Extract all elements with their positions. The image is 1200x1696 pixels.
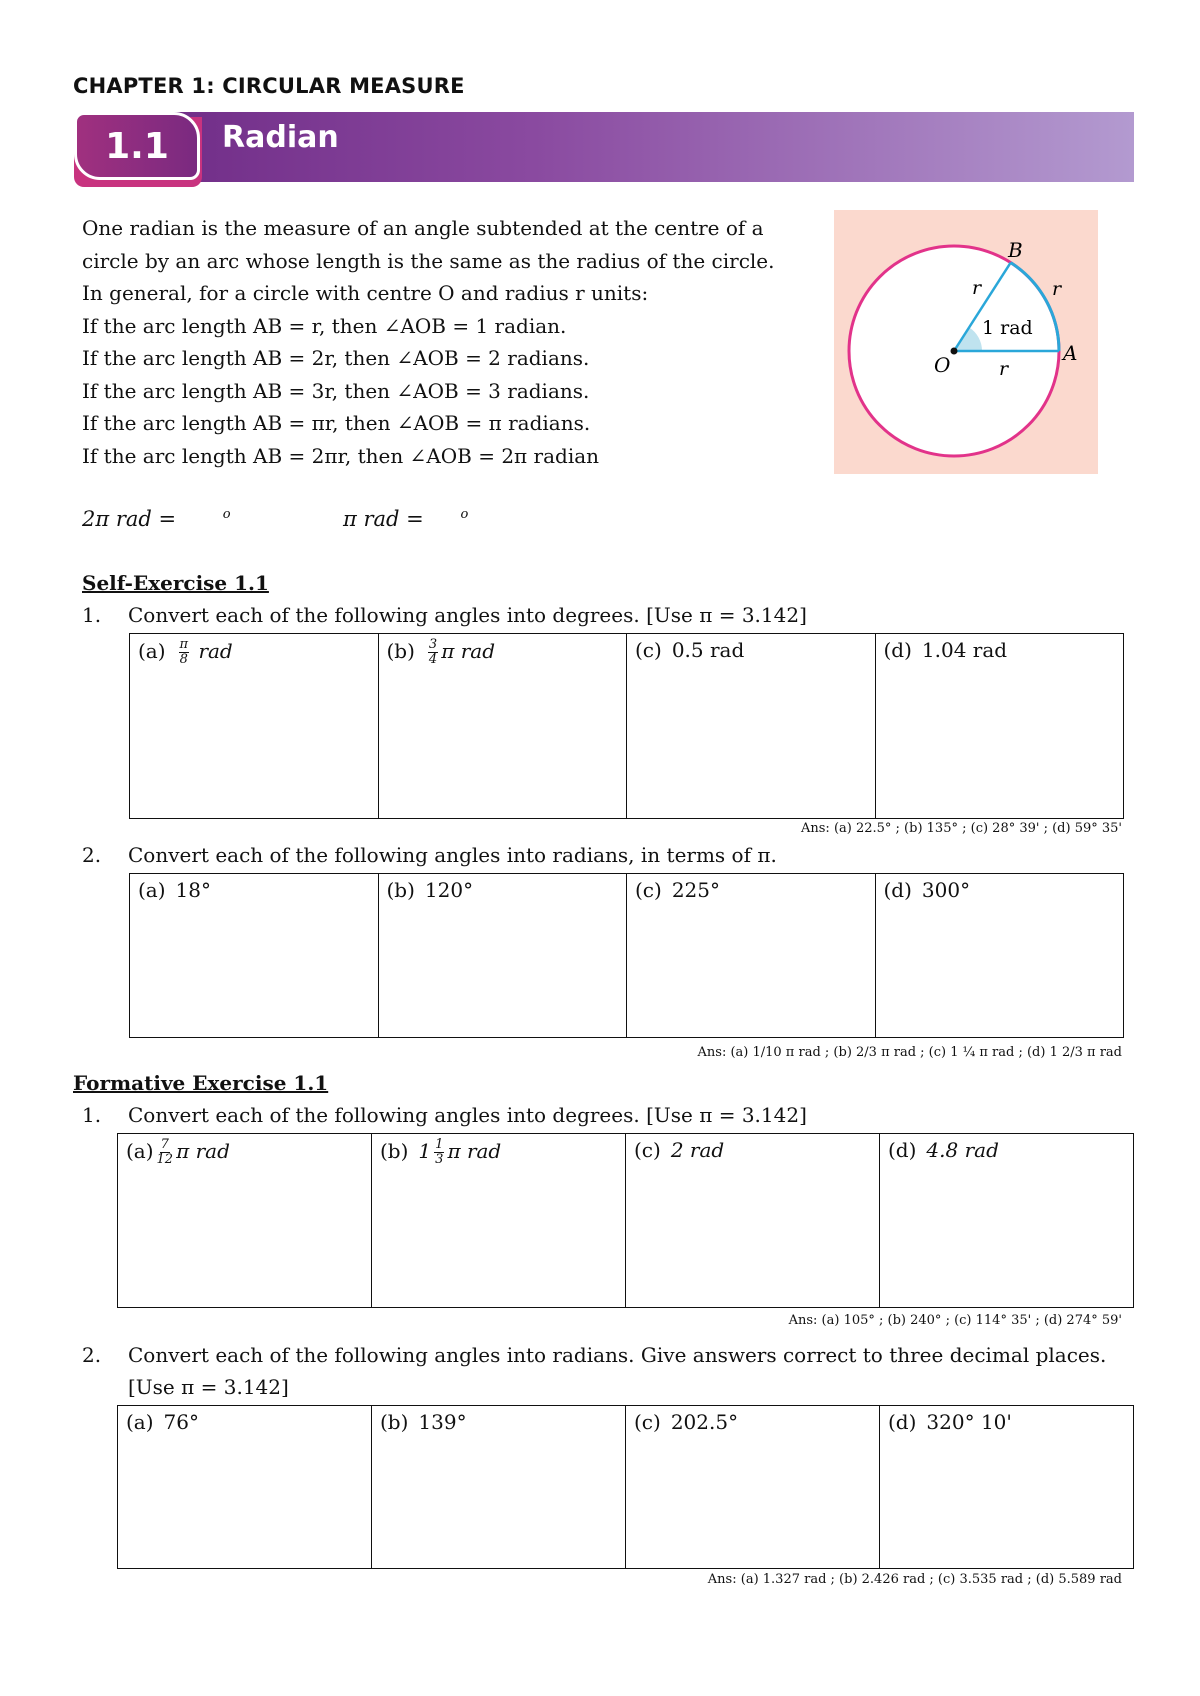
answer-cell-c[interactable] <box>627 634 876 819</box>
part-label: (c) <box>635 638 662 662</box>
part-value: 76° <box>163 1410 199 1434</box>
part-label: (a) <box>126 1139 154 1163</box>
formative-q1 <box>82 1103 807 1127</box>
question-text: Convert each of the following angles into degrees. [Use π = 3.142] <box>128 1103 807 1127</box>
label-r-base: r <box>999 358 1009 380</box>
formative-exercise-title: Formative Exercise 1.1 <box>73 1071 329 1095</box>
fraction: $\frac{3}{4}$ <box>428 637 438 667</box>
question-text: Convert each of the following angles into radians, in terms of π. <box>128 843 777 867</box>
part-value: 320° 10' <box>926 1410 1012 1434</box>
section-title: Radian <box>222 120 339 155</box>
answer-cell-a[interactable] <box>130 634 379 819</box>
self-q1-table <box>129 633 1124 819</box>
intro-line: If the arc length AB = 2r, then ∠AOB = 2 radians. <box>82 346 590 370</box>
part-label: (c) <box>634 1410 661 1434</box>
formula-pi-text: π rad = <box>343 507 431 531</box>
part-value: 0.5 rad <box>671 638 745 662</box>
label-O: O <box>934 353 951 377</box>
intro-line: circle by an arc whose length is the same as the radius of the circle. <box>82 248 775 273</box>
part-label: (b) <box>386 878 415 902</box>
self-q1-answer: Ans: (a) 22.5° ; (b) 135° ; (c) 28° 39' ; (d) 59° 35' <box>801 821 1122 836</box>
self-q2 <box>82 843 777 867</box>
whole-number: 1 <box>418 1139 432 1163</box>
fraction: $\frac{\pi}{8}$ <box>179 637 189 667</box>
answer-cell-c[interactable] <box>626 1134 880 1308</box>
intro-line: One radian is the measure of an angle subtended at the centre of a <box>82 216 764 240</box>
answer-cell-d[interactable] <box>880 1406 1134 1569</box>
answer-cell-a[interactable] <box>130 874 379 1038</box>
formative-q2-answer: Ans: (a) 1.327 rad ; (b) 2.426 rad ; (c) 3.535 rad ; (d) 5.589 rad <box>707 1572 1122 1587</box>
answer-cell-a[interactable] <box>118 1134 372 1308</box>
degree-symbol: o <box>460 507 469 522</box>
question-text-continued: [Use π = 3.142] <box>128 1375 289 1399</box>
formula-2pi-text: 2π rad = <box>82 507 183 531</box>
part-label: (d) <box>883 638 912 662</box>
unit: rad <box>198 639 233 663</box>
section-banner <box>74 110 1134 182</box>
part-label: (c) <box>634 1138 661 1162</box>
part-value: 225° <box>671 878 720 902</box>
question-text: Convert each of the following angles into radians. Give answers correct to three decimal places. <box>128 1343 1107 1367</box>
intro-line: If the arc length AB = r, then ∠AOB = 1 radian. <box>82 313 567 338</box>
part-value: 4.8 <box>926 1138 959 1162</box>
answer-cell-a[interactable] <box>118 1406 372 1569</box>
fraction: $\frac{1}{3}$ <box>435 1137 444 1167</box>
part-value: 139° <box>418 1410 467 1434</box>
part-value: 1.04 rad <box>921 638 1008 662</box>
centre-point <box>951 348 958 355</box>
label-r-radius: r <box>972 277 982 299</box>
question-number: 1. <box>82 1103 102 1127</box>
angle-label: 1 rad <box>982 317 1033 339</box>
fraction: $\frac{7}{12}$ <box>156 1137 174 1167</box>
radian-circle-figure <box>834 210 1098 474</box>
intro-line: If the arc length AB = 3r, then ∠AOB = 3 radians. <box>82 378 590 403</box>
self-q2-answer: Ans: (a) 1/10 π rad ; (b) 2/3 π rad ; (c) 1 ¼ π rad ; (d) 1 2/3 π rad <box>697 1045 1122 1060</box>
intro-text <box>82 212 775 472</box>
part-value: 120° <box>424 878 474 902</box>
formula-2pi <box>82 507 231 531</box>
label-A: A <box>1063 341 1078 365</box>
answer-cell-b[interactable] <box>372 1406 626 1569</box>
part-label: (b) <box>380 1139 409 1163</box>
part-label: (a) <box>138 878 166 902</box>
question-number: 2. <box>82 843 102 867</box>
part-label: (d) <box>888 1138 917 1162</box>
label-r-arc: r <box>1052 278 1062 300</box>
part-value: 18° <box>175 878 211 902</box>
section-number: 1.1 <box>74 112 200 180</box>
self-q1 <box>82 603 807 627</box>
formative-q2 <box>82 1343 1106 1367</box>
degree-symbol: o <box>222 507 231 522</box>
intro-line: If the arc length AB = πr, then ∠AOB = π radians. <box>82 411 591 435</box>
part-label: (c) <box>635 878 662 902</box>
answer-cell-d[interactable] <box>880 1134 1134 1308</box>
part-label: (b) <box>386 639 415 663</box>
question-text: Convert each of the following angles into degrees. [Use π = 3.142] <box>128 603 807 627</box>
part-label: (d) <box>888 1410 917 1434</box>
part-label: (d) <box>883 878 912 902</box>
formative-q2-table <box>117 1405 1134 1569</box>
unit: rad <box>964 1138 999 1162</box>
label-B: B <box>1008 238 1023 262</box>
part-label: (b) <box>380 1410 409 1434</box>
answer-cell-b[interactable] <box>378 874 627 1038</box>
unit: rad <box>689 1138 725 1162</box>
answer-cell-d[interactable] <box>875 634 1124 819</box>
answer-cell-b[interactable] <box>372 1134 626 1308</box>
unit: π rad <box>447 1139 502 1163</box>
part-label: (a) <box>126 1410 154 1434</box>
radian-diagram <box>834 210 1098 474</box>
part-value: 202.5° <box>670 1410 739 1434</box>
answer-cell-d[interactable] <box>875 874 1124 1038</box>
formative-q1-answer: Ans: (a) 105° ; (b) 240° ; (c) 114° 35' ; (d) 274° 59' <box>788 1313 1122 1328</box>
answer-cell-c[interactable] <box>626 1406 880 1569</box>
question-number: 2. <box>82 1343 102 1367</box>
self-exercise-title: Self-Exercise 1.1 <box>82 571 269 595</box>
answer-cell-c[interactable] <box>627 874 876 1038</box>
formula-pi <box>343 507 468 531</box>
unit: π rad <box>441 639 495 663</box>
formative-q1-table <box>117 1133 1134 1308</box>
intro-line: If the arc length AB = 2πr, then ∠AOB = 2π radian <box>82 443 600 468</box>
answer-cell-b[interactable] <box>378 634 627 819</box>
chapter-heading: CHAPTER 1: CIRCULAR MEASURE <box>73 74 465 98</box>
intro-line: In general, for a circle with centre O and radius r units: <box>82 281 649 305</box>
self-q2-table <box>129 873 1124 1038</box>
part-value: 300° <box>921 878 971 902</box>
part-value: 2 <box>670 1138 684 1162</box>
unit: π rad <box>176 1139 230 1163</box>
part-label: (a) <box>138 639 166 663</box>
question-number: 1. <box>82 603 102 627</box>
